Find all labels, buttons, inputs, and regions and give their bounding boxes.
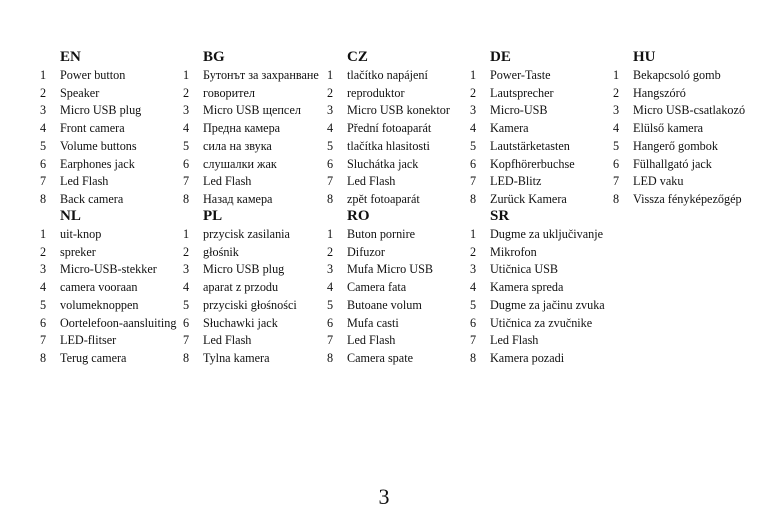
item-label: Power button xyxy=(60,68,126,82)
item-label: Tylna kamera xyxy=(203,350,270,365)
item-number: 4 xyxy=(183,280,190,295)
item-number: 7 xyxy=(470,333,477,348)
item-number: 2 xyxy=(183,244,190,259)
item-label: Elülső kamera xyxy=(633,121,704,136)
item-number: 2 xyxy=(470,244,477,259)
item-number: 7 xyxy=(470,174,477,189)
item-label: aparat z przodu xyxy=(203,280,279,295)
item-number: 1 xyxy=(470,68,477,82)
item-number: 5 xyxy=(613,138,620,153)
item-number: 2 xyxy=(40,244,47,259)
item-number: 3 xyxy=(327,262,334,277)
item-number: 2 xyxy=(327,85,334,100)
language-code-heading: RO xyxy=(347,208,370,224)
item-label: Micro-USB-stekker xyxy=(60,262,157,277)
item-label: Terug camera xyxy=(60,350,127,365)
item-number: 6 xyxy=(470,315,477,330)
item-label: Speaker xyxy=(60,85,100,100)
item-label: uit-knop xyxy=(60,227,102,241)
item-label: Bekapcsoló gomb xyxy=(633,68,721,82)
item-label: Led Flash xyxy=(60,174,109,189)
item-label: Back camera xyxy=(60,191,124,206)
item-number: 3 xyxy=(183,262,190,277)
item-label: przycisk zasilania xyxy=(203,227,290,241)
item-number: 6 xyxy=(40,315,47,330)
item-label: Lautstärketasten xyxy=(490,138,570,153)
item-number: 4 xyxy=(327,121,334,136)
item-label: Micro USB щепсел xyxy=(203,103,301,118)
item-number: 7 xyxy=(183,333,190,348)
item-number: 4 xyxy=(183,121,190,136)
item-number: 5 xyxy=(470,138,477,153)
item-label: Micro USB-csatlakozó xyxy=(633,103,746,118)
item-label: Micro USB plug xyxy=(203,262,285,277)
item-number: 2 xyxy=(40,85,47,100)
item-number: 6 xyxy=(470,156,477,171)
item-label: Hangerő gombok xyxy=(633,138,718,153)
item-number: 1 xyxy=(40,227,47,241)
item-number: 4 xyxy=(40,280,47,295)
language-code-heading: CZ xyxy=(347,49,368,65)
item-label: zpět fotoaparát xyxy=(347,191,420,206)
item-number: 1 xyxy=(470,227,477,241)
item-number: 2 xyxy=(470,85,477,100)
item-number: 1 xyxy=(613,68,620,82)
item-number: 1 xyxy=(183,227,190,241)
item-label: Led Flash xyxy=(490,333,539,348)
item-label: Led Flash xyxy=(347,174,396,189)
item-label: Micro-USB xyxy=(490,103,548,118)
item-number: 8 xyxy=(183,191,190,206)
item-number: 4 xyxy=(470,121,477,136)
item-number: 6 xyxy=(327,315,334,330)
item-label: Sluchátka jack xyxy=(347,156,419,171)
item-number: 1 xyxy=(327,68,334,82)
item-number: 2 xyxy=(327,244,334,259)
item-number: 1 xyxy=(40,68,47,82)
item-number: 4 xyxy=(327,280,334,295)
item-number: 7 xyxy=(327,174,334,189)
item-label: LED vaku xyxy=(633,174,684,189)
item-label: Hangszóró xyxy=(633,85,686,100)
item-number: 5 xyxy=(470,297,477,312)
item-number: 6 xyxy=(613,156,620,171)
item-label: tlačítka hlasitosti xyxy=(347,138,430,153)
item-label: Micro USB plug xyxy=(60,103,142,118)
item-number: 6 xyxy=(40,156,47,171)
item-label: Kamera spreda xyxy=(490,280,564,295)
item-label: Led Flash xyxy=(347,333,396,348)
item-number: 6 xyxy=(183,315,190,330)
language-code-heading: BG xyxy=(203,49,225,65)
item-label: tlačítko napájení xyxy=(347,68,428,82)
item-number: 5 xyxy=(183,297,190,312)
item-number: 8 xyxy=(183,350,190,365)
item-label: Kopfhörerbuchse xyxy=(490,156,575,171)
item-number: 5 xyxy=(40,297,47,312)
item-label: Led Flash xyxy=(203,174,252,189)
item-number: 2 xyxy=(183,85,190,100)
language-code-heading: DE xyxy=(490,49,511,65)
item-label: Butoane volum xyxy=(347,297,422,312)
item-label: Предна камера xyxy=(203,121,281,136)
item-label: Kamera pozadi xyxy=(490,350,565,365)
item-label: LED-flitser xyxy=(60,333,117,348)
item-label: Camera spate xyxy=(347,350,413,365)
item-number: 6 xyxy=(327,156,334,171)
item-number: 3 xyxy=(40,103,47,118)
item-label: Mufa casti xyxy=(347,315,399,330)
item-label: Difuzor xyxy=(347,244,385,259)
item-label: Kamera xyxy=(490,121,529,136)
item-label: говорител xyxy=(203,85,255,100)
item-label: głośnik xyxy=(203,244,239,259)
item-label: Led Flash xyxy=(203,333,252,348)
item-number: 7 xyxy=(40,174,47,189)
item-label: Słuchawki jack xyxy=(203,315,278,330)
item-label: слушалки жак xyxy=(203,156,277,171)
item-label: Zurück Kamera xyxy=(490,191,567,206)
item-label: volumeknoppen xyxy=(60,297,139,312)
item-number: 8 xyxy=(470,191,477,206)
language-code-heading: HU xyxy=(633,49,656,65)
item-label: Vissza fényképezőgép xyxy=(633,191,742,206)
item-label: Přední fotoaparát xyxy=(347,121,432,136)
item-number: 3 xyxy=(470,103,477,118)
item-number: 4 xyxy=(613,121,620,136)
item-number: 7 xyxy=(183,174,190,189)
item-number: 8 xyxy=(470,350,477,365)
item-number: 3 xyxy=(470,262,477,277)
item-label: camera vooraan xyxy=(60,280,138,295)
item-label: Micro USB konektor xyxy=(347,103,450,118)
item-label: Lautsprecher xyxy=(490,85,554,100)
item-number: 3 xyxy=(183,103,190,118)
language-code-heading: SR xyxy=(490,208,510,224)
item-label: Бутонът за захранване xyxy=(203,68,319,82)
item-number: 8 xyxy=(327,350,334,365)
item-number: 7 xyxy=(327,333,334,348)
item-label: Utičnica za zvučnike xyxy=(490,315,593,330)
item-label: Volume buttons xyxy=(60,138,137,153)
item-label: spreker xyxy=(60,244,96,259)
item-number: 1 xyxy=(327,227,334,241)
item-label: LED-Blitz xyxy=(490,174,542,189)
item-number: 5 xyxy=(327,297,334,312)
item-number: 7 xyxy=(613,174,620,189)
item-number: 3 xyxy=(40,262,47,277)
item-number: 5 xyxy=(40,138,47,153)
item-number: 4 xyxy=(40,121,47,136)
item-number: 5 xyxy=(183,138,190,153)
item-number: 3 xyxy=(327,103,334,118)
language-code-heading: PL xyxy=(203,208,223,224)
language-code-heading: NL xyxy=(60,208,81,224)
item-label: Utičnica USB xyxy=(490,262,559,277)
item-label: przyciski głośności xyxy=(203,297,297,312)
item-label: Dugme za jačinu zvuka xyxy=(490,297,605,312)
item-number: 7 xyxy=(40,333,47,348)
item-label: Camera fata xyxy=(347,280,407,295)
item-number: 1 xyxy=(183,68,190,82)
item-number: 4 xyxy=(470,280,477,295)
item-number: 6 xyxy=(183,156,190,171)
item-label: Buton pornire xyxy=(347,227,416,241)
item-number: 3 xyxy=(613,103,620,118)
item-label: сила на звука xyxy=(203,138,272,153)
item-label: reproduktor xyxy=(347,85,405,100)
item-label: Fülhallgató jack xyxy=(633,156,712,171)
item-label: Dugme za uključivanje xyxy=(490,227,604,241)
item-label: Earphones jack xyxy=(60,156,135,171)
item-number: 2 xyxy=(613,85,620,100)
item-label: Mufa Micro USB xyxy=(347,262,433,277)
item-label: Mikrofon xyxy=(490,244,537,259)
item-number: 8 xyxy=(327,191,334,206)
language-code-heading: EN xyxy=(60,49,81,65)
item-label: Oortelefoon-aansluiting xyxy=(60,315,177,330)
item-number: 8 xyxy=(40,350,47,365)
item-number: 5 xyxy=(327,138,334,153)
item-label: Назад камера xyxy=(203,191,273,206)
item-label: Front camera xyxy=(60,121,125,136)
item-number: 8 xyxy=(40,191,47,206)
page-number: 3 xyxy=(378,484,390,509)
item-label: Power-Taste xyxy=(490,68,551,82)
item-number: 8 xyxy=(613,191,620,206)
